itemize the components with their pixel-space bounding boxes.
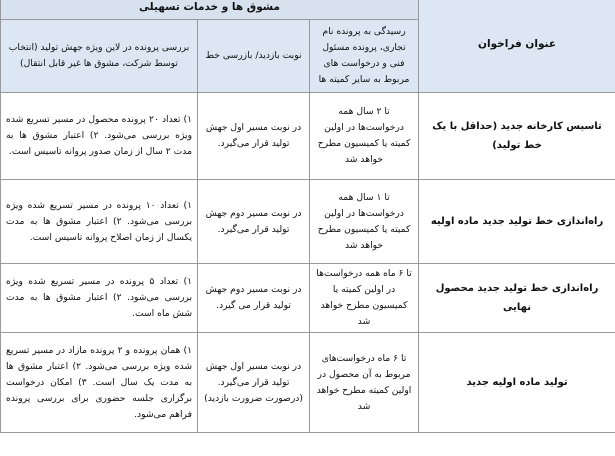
- row-review: تا ۶ ماه درخواست‌های مربوط به آن محصول در اولین کمیته مطرح خواهد شد: [310, 333, 419, 433]
- column-header-review: رسیدگی به پرونده نام تجاری، پرونده مسئول فنی و درخواست های مربوط به سایر کمیته ها: [310, 20, 419, 93]
- table-row: [1, 264, 615, 333]
- row-review: تا ۲ سال همه درخواست‌ها در اولین کمیته یا کمیسیون مطرح خواهد شد: [310, 93, 419, 180]
- group-header: مشوق ها و خدمات تسهیلی: [1, 0, 419, 20]
- column-header-turn: نوبت بازدید/ بازرسی خط: [198, 20, 310, 93]
- row-review: تا ۱ سال همه درخواست‌ها در اولین کمیته یا کمیسیون مطرح خواهد شد: [310, 180, 419, 264]
- table-row: [1, 93, 615, 180]
- row-turn: در نوبت مسیر اول جهش تولید قرار می‌گیرد. (درصورت ضرورت بازدید): [198, 333, 310, 433]
- column-header-incentive: بررسی پرونده در لاین ویژه جهش تولید (انتخاب توسط شرکت، مشوق ها غیر قابل انتقال): [1, 20, 198, 93]
- row-turn: در نوبت مسیر دوم جهش تولید قرار می گیرد.: [198, 264, 310, 333]
- row-incentive: ۱) تعداد ۲۰ پرونده محصول در مسیر تسریع شده ویژه بررسی می‌شود. ۲) اعتبار مشوق ها به مدت ۲ سال از زمان صدور پروانه تاسیس است.: [1, 93, 198, 180]
- row-turn: در نوبت مسیر دوم جهش تولید قرار می‌گیرد.: [198, 180, 310, 264]
- table-row: [1, 333, 615, 433]
- row-review: تا ۶ ماه همه درخواست‌ها در اولین کمیته یا کمیسیون مطرح خواهد شد: [310, 264, 419, 333]
- row-incentive: ۱) تعداد ۵ پرونده در مسیر تسریع شده ویژه بررسی می‌شود. ۲) اعتبار مشوق ها به مدت شش ماه است.: [1, 264, 198, 333]
- table-row: [1, 180, 615, 264]
- row-turn: در نوبت مسیر اول جهش تولید قرار می‌گیرد.: [198, 93, 310, 180]
- row-title: تولید ماده اولیه جدید: [419, 333, 615, 433]
- row-incentive: ۱) تعداد ۱۰ پرونده در مسیر تسریع شده ویژه بررسی می‌شود. ۲) اعتبار مشوق ها به مدت یکسال از زمان اصلاح پروانه تاسیس است.: [1, 180, 198, 264]
- row-title: راه‌اندازی خط تولید جدید محصول نهایی: [419, 264, 615, 333]
- row-title: راه‌اندازی خط تولید جدید ماده اولیه: [419, 180, 615, 264]
- row-incentive: ۱) همان پرونده و ۲ پرونده مازاد در مسیر تسریع شده ویژه بررسی می‌شود. ۲) اعتبار مشوق ها به مدت یک سال است. ۳) امکان درخواست برگزاری جلسه حضوری برای بررسی پرونده فراهم می‌شود.: [1, 333, 198, 433]
- column-header-title: عنوان فراخوان: [419, 0, 615, 93]
- row-title: تاسیس کارخانه جدید (حداقل با یک خط تولید): [419, 93, 615, 180]
